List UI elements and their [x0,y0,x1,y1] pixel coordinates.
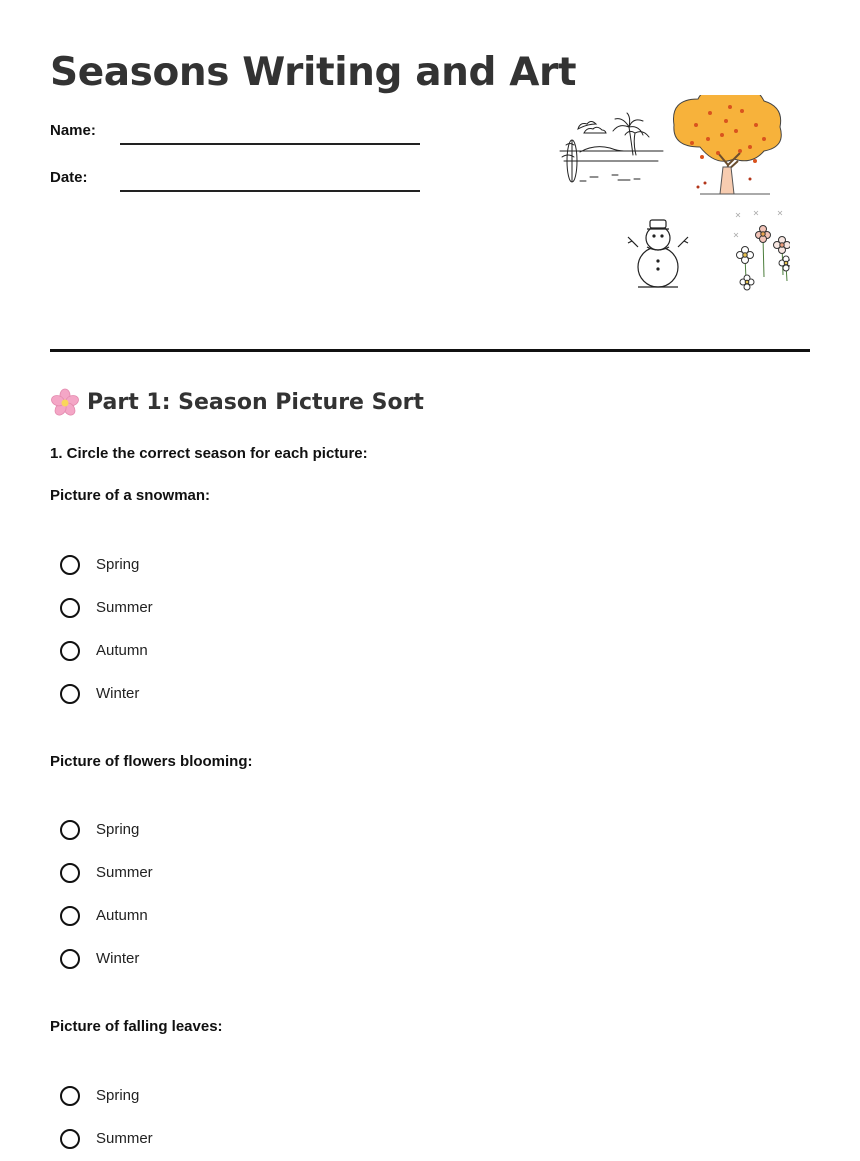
name-field[interactable] [120,143,420,145]
option-spring[interactable] [60,553,139,577]
option-label: Spring [96,1087,140,1104]
beach-illustration [560,113,663,182]
option-label: Autumn [96,907,148,924]
part1-title: Part 1: Season Picture Sort [87,390,424,415]
instruction-text: 1. Circle the correct season for each picture: [50,445,368,462]
option-summer[interactable] [60,861,153,885]
radio-circle[interactable] [60,598,80,618]
radio-circle[interactable] [60,906,80,926]
option-label: Winter [96,685,140,702]
option-summer[interactable] [60,596,153,620]
worksheet-page [50,0,810,1161]
option-winter[interactable] [60,947,139,971]
radio-circle[interactable] [60,684,80,704]
radio-circle[interactable] [60,949,80,969]
option-label: Summer [96,599,153,616]
option-autumn[interactable] [60,904,148,928]
option-summer[interactable] [60,1127,153,1151]
option-label: Summer [96,864,153,881]
radio-circle[interactable] [60,641,80,661]
option-spring[interactable] [60,1084,139,1108]
option-autumn[interactable] [60,639,148,663]
section-divider [50,349,810,352]
radio-circle[interactable] [60,555,80,575]
part1-heading [50,388,424,418]
radio-circle[interactable] [60,1129,80,1149]
option-label: Autumn [96,642,148,659]
option-label: Winter [96,950,140,967]
snowman-illustration [628,220,688,287]
option-spring[interactable] [60,818,139,842]
seasons-illustrations [550,95,790,305]
question-label: Picture of a snowman: [50,487,211,504]
radio-circle[interactable] [60,863,80,883]
cherry-blossom-icon [50,388,80,418]
autumn-tree-illustration [674,95,782,194]
option-label: Summer [96,1130,153,1147]
option-label: Spring [96,556,140,573]
date-label: Date: [50,169,88,186]
flowers-illustration [734,209,790,290]
option-winter[interactable] [60,682,139,706]
worksheet-title: Seasons Writing and Art [50,50,577,95]
radio-circle[interactable] [60,1086,80,1106]
question-label: Picture of flowers blooming: [50,753,253,770]
option-label: Spring [96,821,140,838]
name-label: Name: [50,122,96,139]
question-label: Picture of falling leaves: [50,1018,223,1035]
radio-circle[interactable] [60,820,80,840]
date-field[interactable] [120,190,420,192]
